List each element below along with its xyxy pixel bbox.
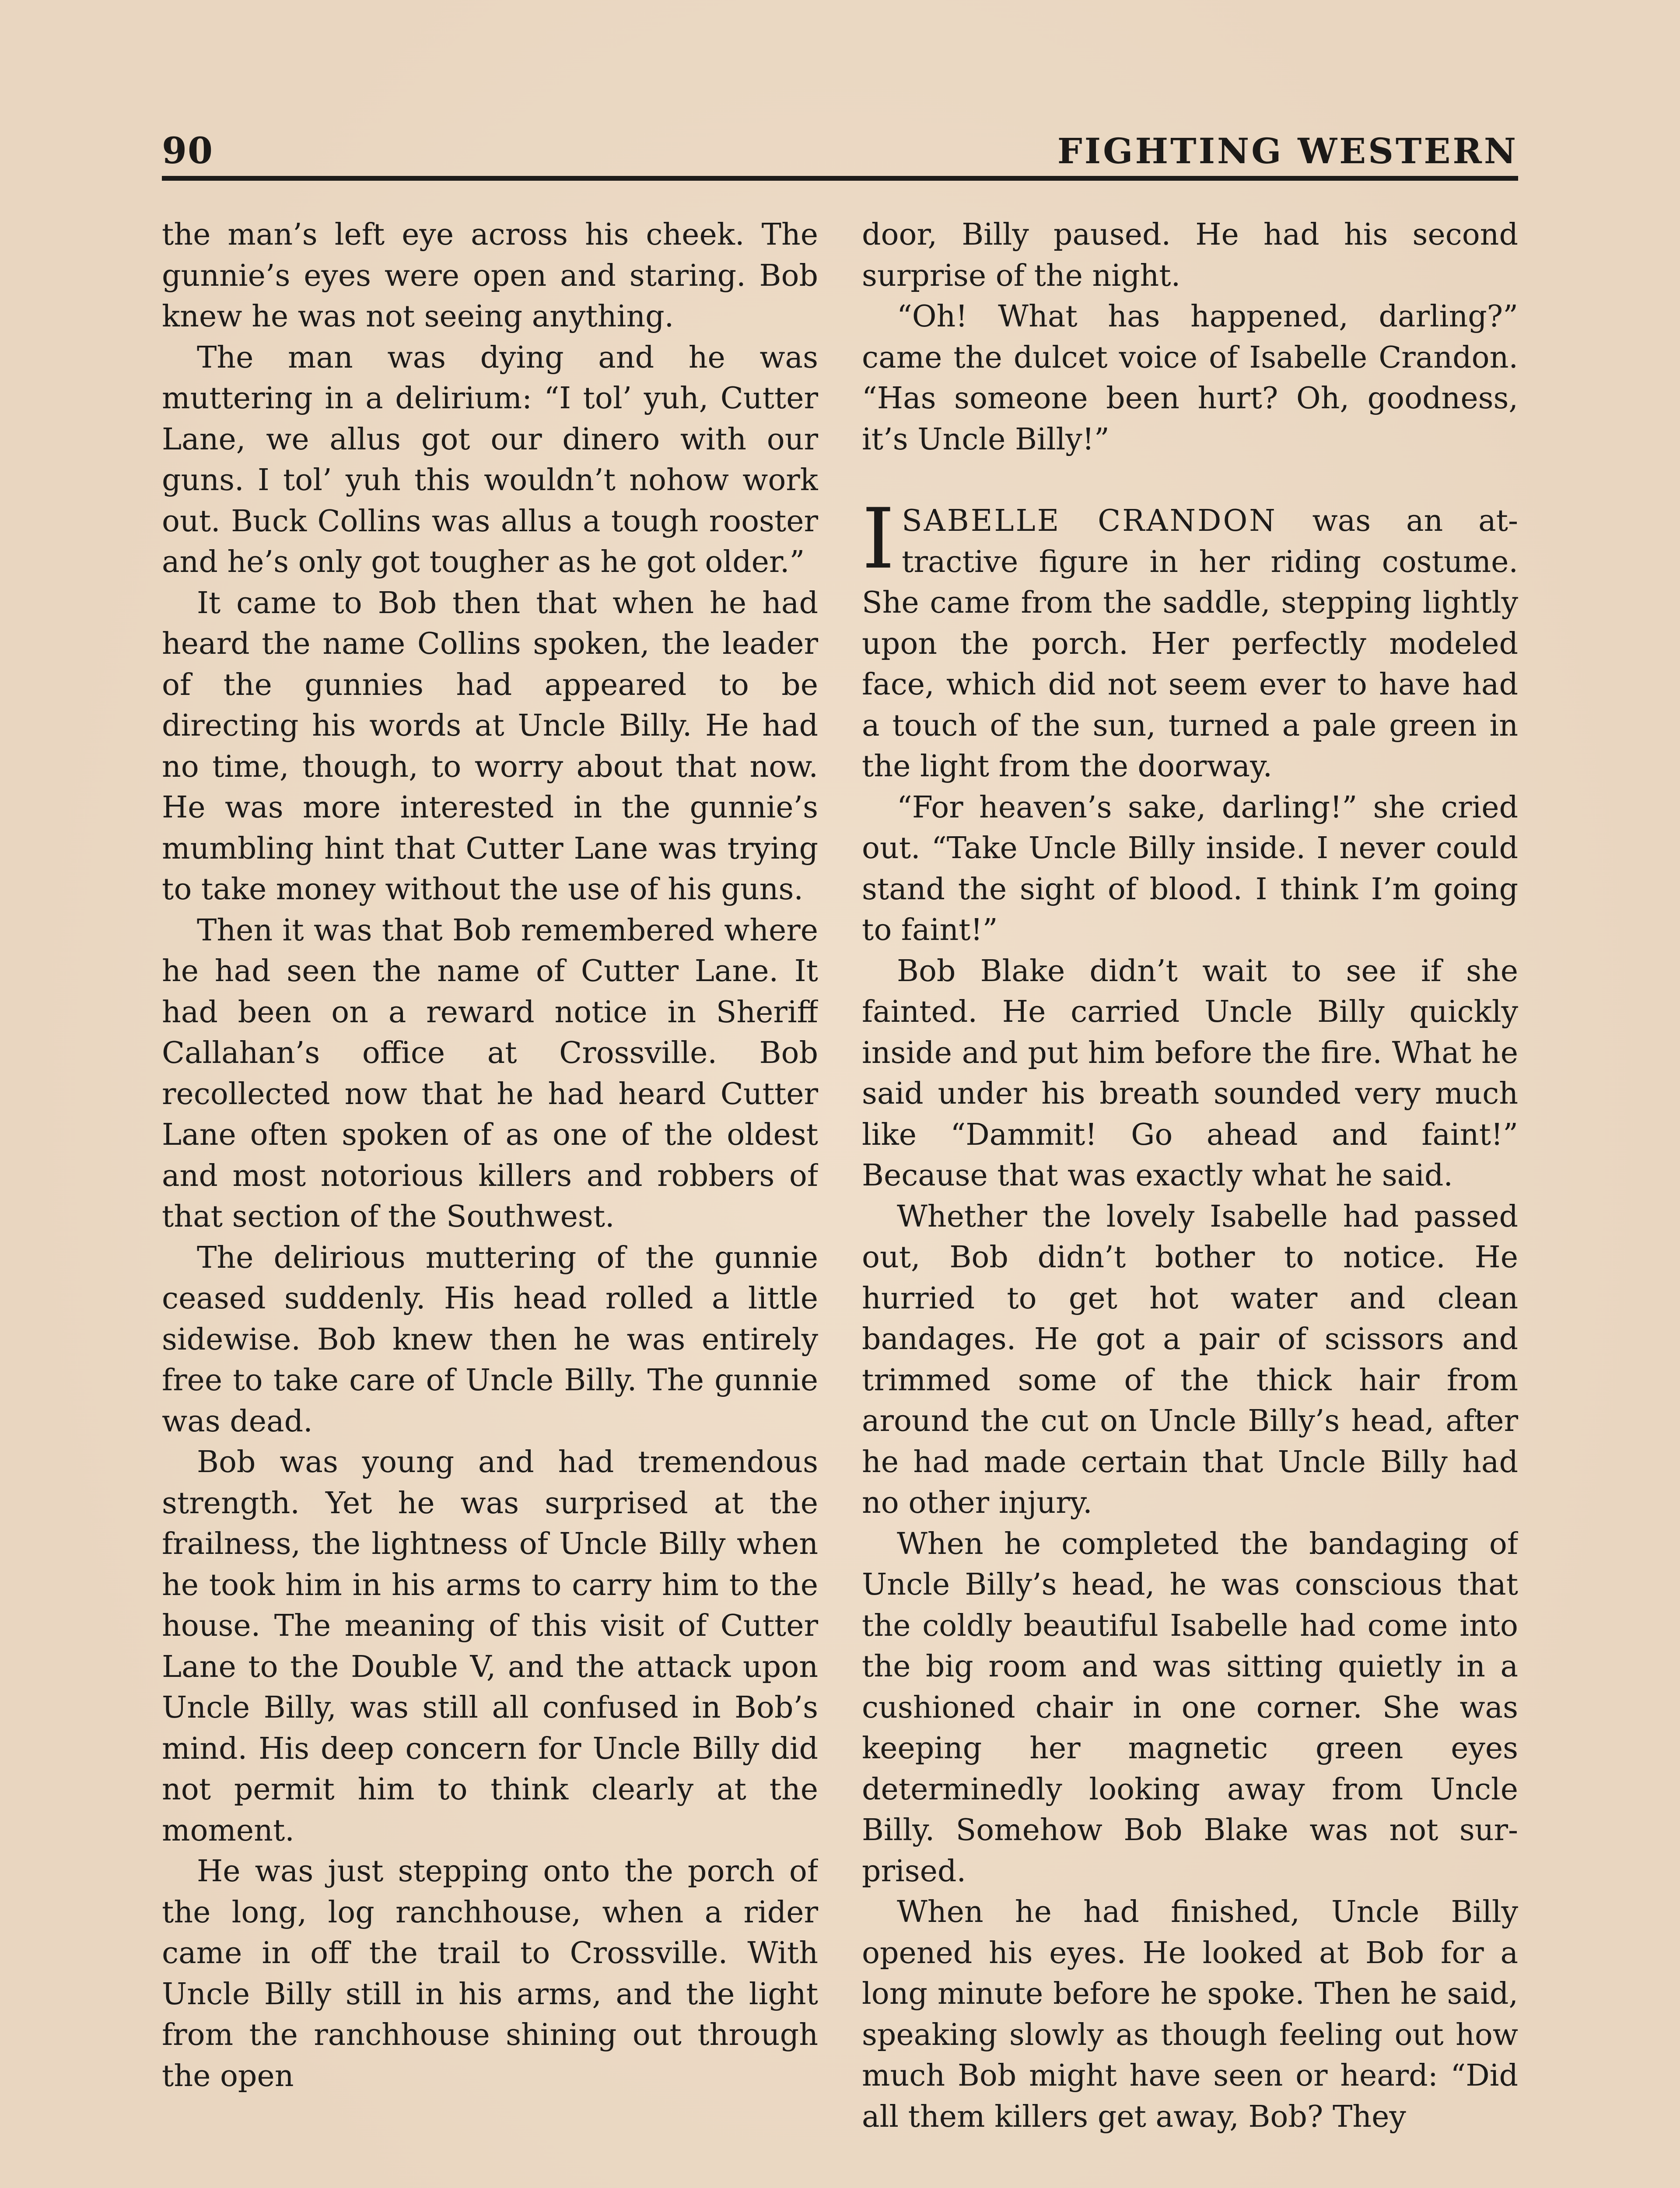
paragraph: Bob Blake didn’t wait to see if she fainted. He carried Uncle Billy quickly inside and put him before the fire. What he said under his breath sounded very much like “Dammit! Go ahead and faint!” Because that was exactly what he said. [862, 954, 1518, 1193]
lead-in-caps: SABELLE CRANDON [902, 504, 1277, 538]
section-break [862, 460, 1518, 501]
drop-cap: I [862, 491, 895, 587]
paragraph-text: was an attractive figure in her riding costume. She came from the saddle, stepping lightly upon the porch. Her perfectly modeled face, which did not seem ever to have had a touch of the sun, turned a pale green in the light from the doorway. [862, 504, 1518, 784]
paragraph: When he completed the bandaging of Uncle Billy’s head, he was conscious that the coldly beautiful Isabelle had come into the big room and was sitting quietly in a cushioned chair in one corner. She was keeping her magnetic green eyes determinedly looking away from Uncle Billy. Somehow Bob Blake was not surprised. [862, 1526, 1518, 1889]
right-column [862, 214, 1518, 2188]
paragraph: It came to Bob then that when he had heard the name Collins spoken, the leader of the gunnies had appeared to be directing his words at Uncle Billy. He had no time, though, to worry about that now. He was more interested in the gunnie’s mumbling hint that Cutter Lane was trying to take money without the use of his guns. [162, 586, 818, 907]
paragraph: The delirious muttering of the gunnie ceased suddenly. His head rolled a little sidewise. Bob knew then he was entirely free to take care of Uncle Billy. The gunnie was dead. [162, 1240, 818, 1439]
header-rule [162, 176, 1518, 181]
paragraph: Bob was young and had tremendous strength. Yet he was surprised at the frailness, the lightness of Uncle Billy when he took him in his arms to carry him to the house. The meaning of this visit of Cutter Lane to the Double V, and the attack upon Uncle Billy, was still all confused in Bob’s mind. His deep concern for Uncle Billy did not permit him to think clearly at the moment. [162, 1445, 818, 1848]
page-header [162, 123, 1518, 179]
paragraph: The man was dying and he was muttering in a delirium: “I tol’ yuh, Cutter Lane, we allus got our dinero with our guns. I tol’ yuh this wouldn’t nohow work out. Buck Collins was allus a tough rooster and he’s only got tougher as he got older.” [162, 340, 818, 579]
paragraph: When he had finished, Uncle Billy opened his eyes. He looked at Bob for a long minute before he spoke. Then he said, speaking slowly as though feeling out how much Bob might have seen or heard: “Did all them killers get away, Bob? They [862, 1895, 1518, 2134]
paragraph: Then it was that Bob remembered where he had seen the name of Cutter Lane. It had been on a reward notice in Sheriff Callahan’s office at Crossville. Bob recollected now that he had heard Cutter Lane often spoken of as one of the oldest and most notorious killers and robbers of that section of the Southwest. [162, 913, 818, 1234]
paragraph: Whether the lovely Isabelle had passed out, Bob didn’t bother to notice. He hurried to get hot water and clean bandages. He got a pair of scissors and trimmed some of the thick hair from around the cut on Uncle Billy’s head, after he had made certain that Uncle Billy had no other injury. [862, 1199, 1518, 1520]
left-column [162, 214, 818, 2188]
paragraph: door, Billy paused. He had his second surprise of the night. [862, 217, 1518, 293]
paragraph: “For heaven’s sake, darling!” she cried out. “Take Uncle Billy inside. I never could stand the sight of blood. I think I’m going to faint!” [862, 790, 1518, 947]
page-number: 90 [162, 130, 214, 172]
paragraph: the man’s left eye across his cheek. The gunnie’s eyes were open and staring. Bob knew he was not seeing anything. [162, 217, 818, 334]
paragraph: He was just stepping onto the porch of the long, log ranchhouse, when a rider came in off the trail to Crossville. With Uncle Billy still in his arms, and the light from the ranchhouse shining out through the open [162, 1854, 818, 2093]
running-head: FIGHTING WESTERN [1057, 130, 1518, 172]
paragraph-dropcap [862, 491, 1518, 787]
paragraph: “Oh! What has happened, darling?” came the dulcet voice of Isabelle Crandon. “Has someone been hurt? Oh, goodness, it’s Uncle Billy!” [862, 299, 1518, 457]
